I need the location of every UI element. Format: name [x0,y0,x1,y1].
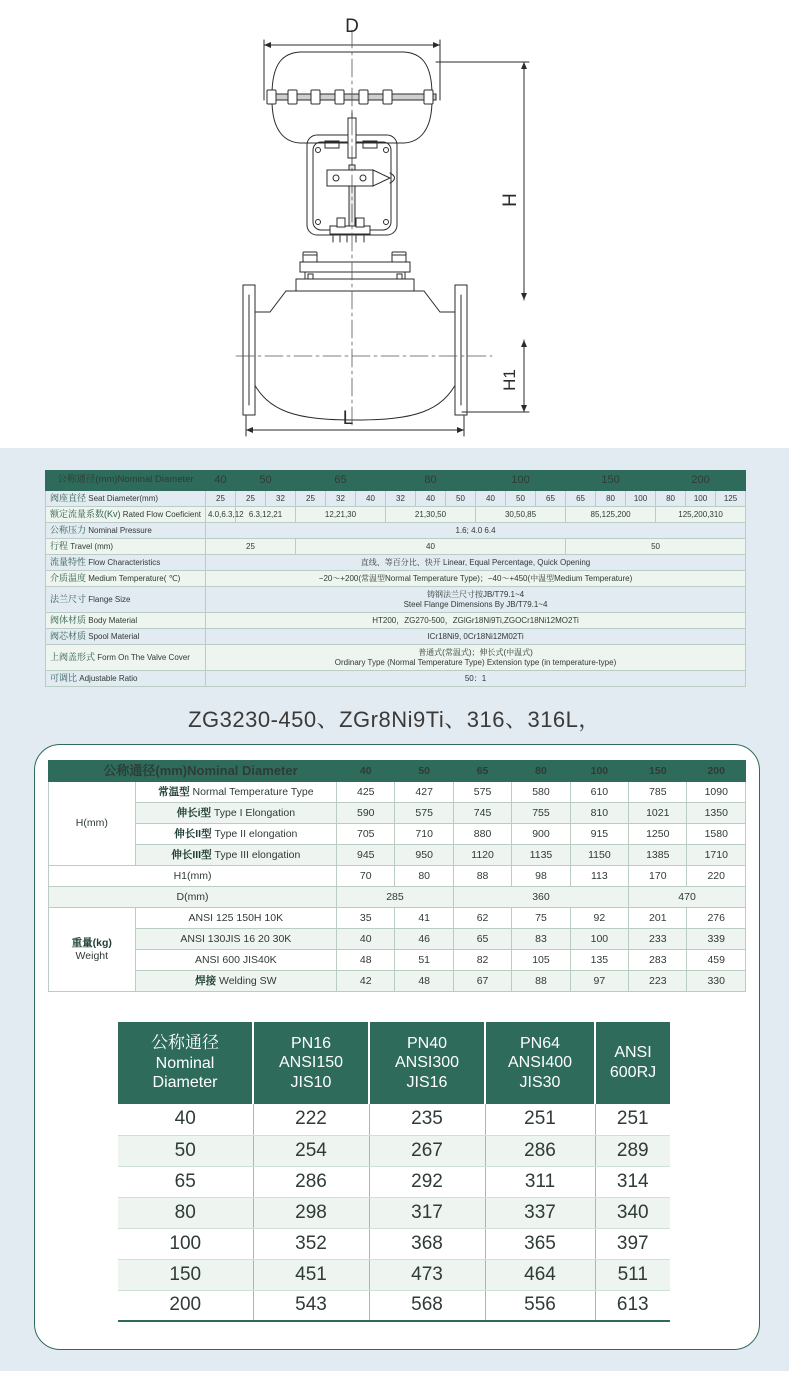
row-label-en: Body Material [88,616,138,626]
spec-header-row [46,471,746,491]
spec-dia-65: 65 [296,471,386,491]
cell: 556 [485,1290,595,1321]
header-line-3: JIS30 [519,1073,561,1091]
valve-outline-drawing [0,0,789,448]
cell: 575 [395,803,453,824]
cell: 21,30,50 [386,507,476,523]
cell: 900 [512,824,570,845]
row-label-en: Adjustable Ratio [79,674,138,684]
subrow-label-cn: 伸长III型 [171,848,212,861]
table-row [46,539,746,555]
cell: 80 [395,866,453,887]
cell: 25 [236,491,266,507]
row-label-valve-cover-form [46,645,206,671]
cell: 1021 [629,803,687,824]
cell: 75 [512,908,570,929]
row-label-rated-flow [46,507,206,523]
subrow-label-normal-temp [135,782,336,803]
cell: 473 [369,1259,485,1290]
cell: 直线、等百分比、快开 Linear, Equal Percentage, Quick Opening [206,555,746,571]
cell: 292 [369,1166,485,1197]
cell: 464 [485,1259,595,1290]
cell: 65 [536,491,566,507]
cell: 65 [453,929,511,950]
table-row [118,1104,670,1135]
cell: 48 [395,971,453,992]
cell: 298 [253,1197,369,1228]
cell: 705 [337,824,395,845]
cell: 65 [118,1166,253,1197]
cell: 459 [687,950,746,971]
table-row [118,1259,670,1290]
pressure-header-pn40 [369,1022,485,1104]
cell-line-cn: 普通式(常温式)；伸长式(中温式) [418,647,533,657]
subrow-label-cn: 伸长II型 [174,827,212,840]
cell: 880 [453,824,511,845]
group-label-weight-cn: 重量(kg) [71,937,112,950]
cell: 80 [656,491,686,507]
cell: 427 [395,782,453,803]
cell: 1.6; 4.0 6.4 [206,523,746,539]
dimension-table-element [48,760,746,992]
group-label-weight [49,908,136,992]
cell: 470 [629,887,746,908]
cell: 360 [453,887,628,908]
row-label-h1: H1(mm) [49,866,337,887]
cell: 251 [485,1104,595,1135]
header-line-3: JIS10 [290,1073,332,1091]
cell: 314 [595,1166,670,1197]
table-row [118,1135,670,1166]
header-line-2: ANSI300 [394,1054,460,1072]
cell: 575 [453,782,511,803]
cell: 945 [337,845,395,866]
header-line-3: Diameter [152,1074,218,1092]
cell: 40 [356,491,386,507]
cell: ICr18Ni9, 0Cr18Ni12M02Ti [206,629,746,645]
cell: 1150 [570,845,628,866]
cell: 25 [206,539,296,555]
header-line-1: PN16 [290,1034,332,1052]
pressure-header-pn16 [253,1022,369,1104]
dimension-label-h1: H1 [500,369,519,391]
cell: 40 [118,1104,253,1135]
subrow-label-type1 [135,803,336,824]
cell: 201 [629,908,687,929]
cell: HT200，ZG270-500，ZGlGr18Ni9Ti,ZGOCr18Ni12MO2Ti [206,613,746,629]
cell: 1120 [453,845,511,866]
table-row [49,971,746,992]
subrow-label-en: Type III elongation [214,848,301,861]
subrow-label-en: Type I Elongation [213,806,296,819]
cell: 254 [253,1135,369,1166]
cell: 40 [337,929,395,950]
table-row [46,523,746,539]
spec-dia-200: 200 [656,471,746,491]
row-label-en: Nominal Pressure [88,526,152,536]
cell: 223 [629,971,687,992]
pressure-header-pn64 [485,1022,595,1104]
cell: 4.0,6.3,12 [206,507,236,523]
subrow-label-type3 [135,845,336,866]
valve-drawing-svg [0,0,789,448]
row-label-en: Medium Temperature( ℃) [88,574,181,584]
table-row [46,555,746,571]
dim-dia-65: 65 [453,761,511,782]
table-row [118,1290,670,1321]
pressure-table-element [118,1022,670,1322]
cell: 32 [326,491,356,507]
cell: 590 [337,803,395,824]
cell: 100 [570,929,628,950]
cell: 50：1 [206,671,746,687]
cell: 125 [716,491,746,507]
row-label-en: Travel (mm) [70,542,114,552]
row-label-d: D(mm) [49,887,337,908]
cell: 1135 [512,845,570,866]
table-row [118,1228,670,1259]
pressure-rating-table [118,1022,670,1322]
cell: 82 [453,950,511,971]
header-line-2: 600RJ [609,1064,657,1081]
table-row [49,887,746,908]
row-label-cn: 阀座直径 [50,493,87,504]
cell [206,587,746,613]
cell: 610 [570,782,628,803]
dimension-label-h: H [500,193,521,207]
table-row [49,782,746,803]
row-label-seat-diameter [46,491,206,507]
row-label-medium-temperature [46,571,206,587]
dimension-label-d: D [345,16,359,37]
dim-dia-50: 50 [395,761,453,782]
cell: 32 [386,491,416,507]
cell: 745 [453,803,511,824]
cell: 511 [595,1259,670,1290]
spec-dia-100: 100 [476,471,566,491]
header-line-3: JIS16 [406,1073,448,1091]
subrow-label-cn: 伸长i型 [176,806,211,819]
table-row [46,671,746,687]
row-label-cn: 行程 [50,541,69,552]
cell: 150 [118,1259,253,1290]
cell: 286 [253,1166,369,1197]
row-label-cn: 额定流量系数(Kv) [50,509,121,520]
cell: 62 [453,908,511,929]
dimension-table [48,760,746,992]
cell: 40 [296,539,566,555]
cell: 97 [570,971,628,992]
cell: 1350 [687,803,746,824]
subrow-label-ansi600: ANSI 600 JIS40K [135,950,336,971]
cell: 40 [476,491,506,507]
cell: 100 [626,491,656,507]
cell: 710 [395,824,453,845]
cell: 1385 [629,845,687,866]
dimension-header-row [49,761,746,782]
cell: 286 [485,1135,595,1166]
cell: 1580 [687,824,746,845]
row-label-cn: 阀体材质 [50,615,87,626]
cell: 1250 [629,824,687,845]
cell: 543 [253,1290,369,1321]
cell: 222 [253,1104,369,1135]
cell: −20～+200(常温型Normal Temperature Type)；−40～+450(中温型Medium Temperature) [206,571,746,587]
header-line-2: Nominal [155,1054,215,1072]
cell: 30,50,85 [476,507,566,523]
header-line-1: ANSI [614,1044,652,1062]
cell: 25 [206,491,236,507]
cell: 785 [629,782,687,803]
table-row [46,613,746,629]
cell: 50 [506,491,536,507]
table-row [46,491,746,507]
cell: 950 [395,845,453,866]
subrow-label-en: Welding SW [219,974,277,987]
cell: 80 [596,491,626,507]
cell: 580 [512,782,570,803]
cell: 105 [512,950,570,971]
subrow-label-ansi125: ANSI 125 150H 10K [135,908,336,929]
row-label-travel [46,539,206,555]
cell: 67 [453,971,511,992]
row-label-adjustable-ratio [46,671,206,687]
cell: 451 [253,1259,369,1290]
cell: 51 [395,950,453,971]
cell: 340 [595,1197,670,1228]
subrow-label-cn: 常温型 [158,785,190,798]
cell: 6.3,12,21 [236,507,296,523]
cell: 568 [369,1290,485,1321]
spec-dia-40: 40 [206,471,236,491]
spec-dia-80: 80 [386,471,476,491]
cell: 368 [369,1228,485,1259]
cell: 40 [416,491,446,507]
group-label-weight-en: Weight [75,949,109,962]
row-label-body-material [46,613,206,629]
table-row [118,1197,670,1228]
cell: 220 [687,866,746,887]
table-row [46,507,746,523]
cell: 100 [686,491,716,507]
row-label-cn: 上阀盖形式 [50,652,96,663]
dimension-header-label: 公称通径(mm)Nominal Diameter [49,761,337,782]
header-line-1: 公称通径 [151,1033,219,1053]
spec-dia-150: 150 [566,471,656,491]
table-row [49,908,746,929]
row-label-cn: 阀芯材质 [50,631,87,642]
table-row [49,845,746,866]
cell: 1710 [687,845,746,866]
cell: 397 [595,1228,670,1259]
cell: 352 [253,1228,369,1259]
row-label-nominal-pressure [46,523,206,539]
cell: 25 [296,491,326,507]
row-label-en: Flow Characteristics [88,558,161,568]
row-label-en: Rated Flow Coeficient [122,510,201,520]
cell: 135 [570,950,628,971]
cell [206,645,746,671]
spec-header-label: 公称通径(mm)Nominal Diameter [46,471,206,491]
cell: 100 [118,1228,253,1259]
cell: 200 [118,1290,253,1321]
dim-dia-150: 150 [629,761,687,782]
cell: 755 [512,803,570,824]
cell: 289 [595,1135,670,1166]
table-row [49,929,746,950]
row-label-cn: 公称压力 [50,525,87,536]
row-label-cn: 法兰尺寸 [50,594,87,605]
spec-table-element [45,470,746,687]
cell: 365 [485,1228,595,1259]
dim-dia-100: 100 [570,761,628,782]
header-line-1: PN40 [406,1034,448,1052]
table-row [46,645,746,671]
cell: 276 [687,908,746,929]
pressure-header-ansi600rj [595,1022,670,1104]
cell: 810 [570,803,628,824]
subrow-label-welding [135,971,336,992]
cell: 88 [512,971,570,992]
cell: 125,200,310 [656,507,746,523]
table-row [46,571,746,587]
cell: 330 [687,971,746,992]
cell-line-cn: 铸钢法兰尺寸按JB/T79.1~4 [426,589,525,599]
pressure-header-nominal-diameter [118,1022,253,1104]
cell: 12,21,30 [296,507,386,523]
cell: 42 [337,971,395,992]
header-line-2: ANSI150 [278,1054,344,1072]
cell: 337 [485,1197,595,1228]
cell: 251 [595,1104,670,1135]
group-label-h: H(mm) [49,782,136,866]
subrow-label-en: Type II elongation [214,827,298,840]
cell-line-en: Steel Flange Dimensions By JB/T79.1~4 [403,599,548,609]
subrow-label-type2 [135,824,336,845]
row-label-cn: 流量特性 [50,557,87,568]
table-row [49,824,746,845]
cell: 83 [512,929,570,950]
row-label-flow-characteristics [46,555,206,571]
header-line-2: ANSI400 [507,1054,573,1072]
cell: 1090 [687,782,746,803]
row-label-en: Seat Diameter(mm) [88,494,159,504]
table-row [49,950,746,971]
subrow-label-cn: 焊接 [195,974,217,987]
cell: 65 [566,491,596,507]
header-line-1: PN64 [519,1034,561,1052]
row-label-en: Form On The Valve Cover [97,653,190,663]
cell-line-en: Ordinary Type (Normal Temperature Type) Extension type (in temperature-type) [334,657,617,667]
specification-table [45,470,745,687]
cell: 50 [446,491,476,507]
table-row [46,629,746,645]
cell: 113 [570,866,628,887]
spec-dia-50: 50 [236,471,296,491]
cell: 425 [337,782,395,803]
dim-dia-200: 200 [687,761,746,782]
table-row [49,866,746,887]
cell: 311 [485,1166,595,1197]
cell: 88 [453,866,511,887]
row-label-en: Flange Size [88,595,131,605]
cell: 317 [369,1197,485,1228]
cell: 267 [369,1135,485,1166]
table-row [46,587,746,613]
cell: 233 [629,929,687,950]
dim-dia-80: 80 [512,761,570,782]
cell: 35 [337,908,395,929]
cell: 170 [629,866,687,887]
row-label-flange-size [46,587,206,613]
cell: 50 [118,1135,253,1166]
cell: 32 [266,491,296,507]
row-label-en: Spool Material [88,632,140,642]
cell: 915 [570,824,628,845]
material-grades-title: ZG3230-450、ZGr8Ni9Ti、316、316L， [188,707,601,732]
cell: 80 [118,1197,253,1228]
cell: 339 [687,929,746,950]
row-label-spool-material [46,629,206,645]
pressure-header-row [118,1022,670,1104]
subrow-label-ansi130: ANSI 130JIS 16 20 30K [135,929,336,950]
row-label-cn: 可调比 [50,673,78,684]
cell: 85,125,200 [566,507,656,523]
cell: 41 [395,908,453,929]
cell: 92 [570,908,628,929]
cell: 285 [337,887,454,908]
cell: 48 [337,950,395,971]
cell: 98 [512,866,570,887]
subrow-label-en: Normal Temperature Type [192,785,314,798]
dimension-label-l: L [342,408,354,429]
dim-dia-40: 40 [337,761,395,782]
row-label-cn: 介质温度 [50,573,87,584]
table-row [49,803,746,824]
cell: 283 [629,950,687,971]
cell: 50 [566,539,746,555]
cell: 46 [395,929,453,950]
cell: 235 [369,1104,485,1135]
cell: 70 [337,866,395,887]
cell: 613 [595,1290,670,1321]
table-row [118,1166,670,1197]
